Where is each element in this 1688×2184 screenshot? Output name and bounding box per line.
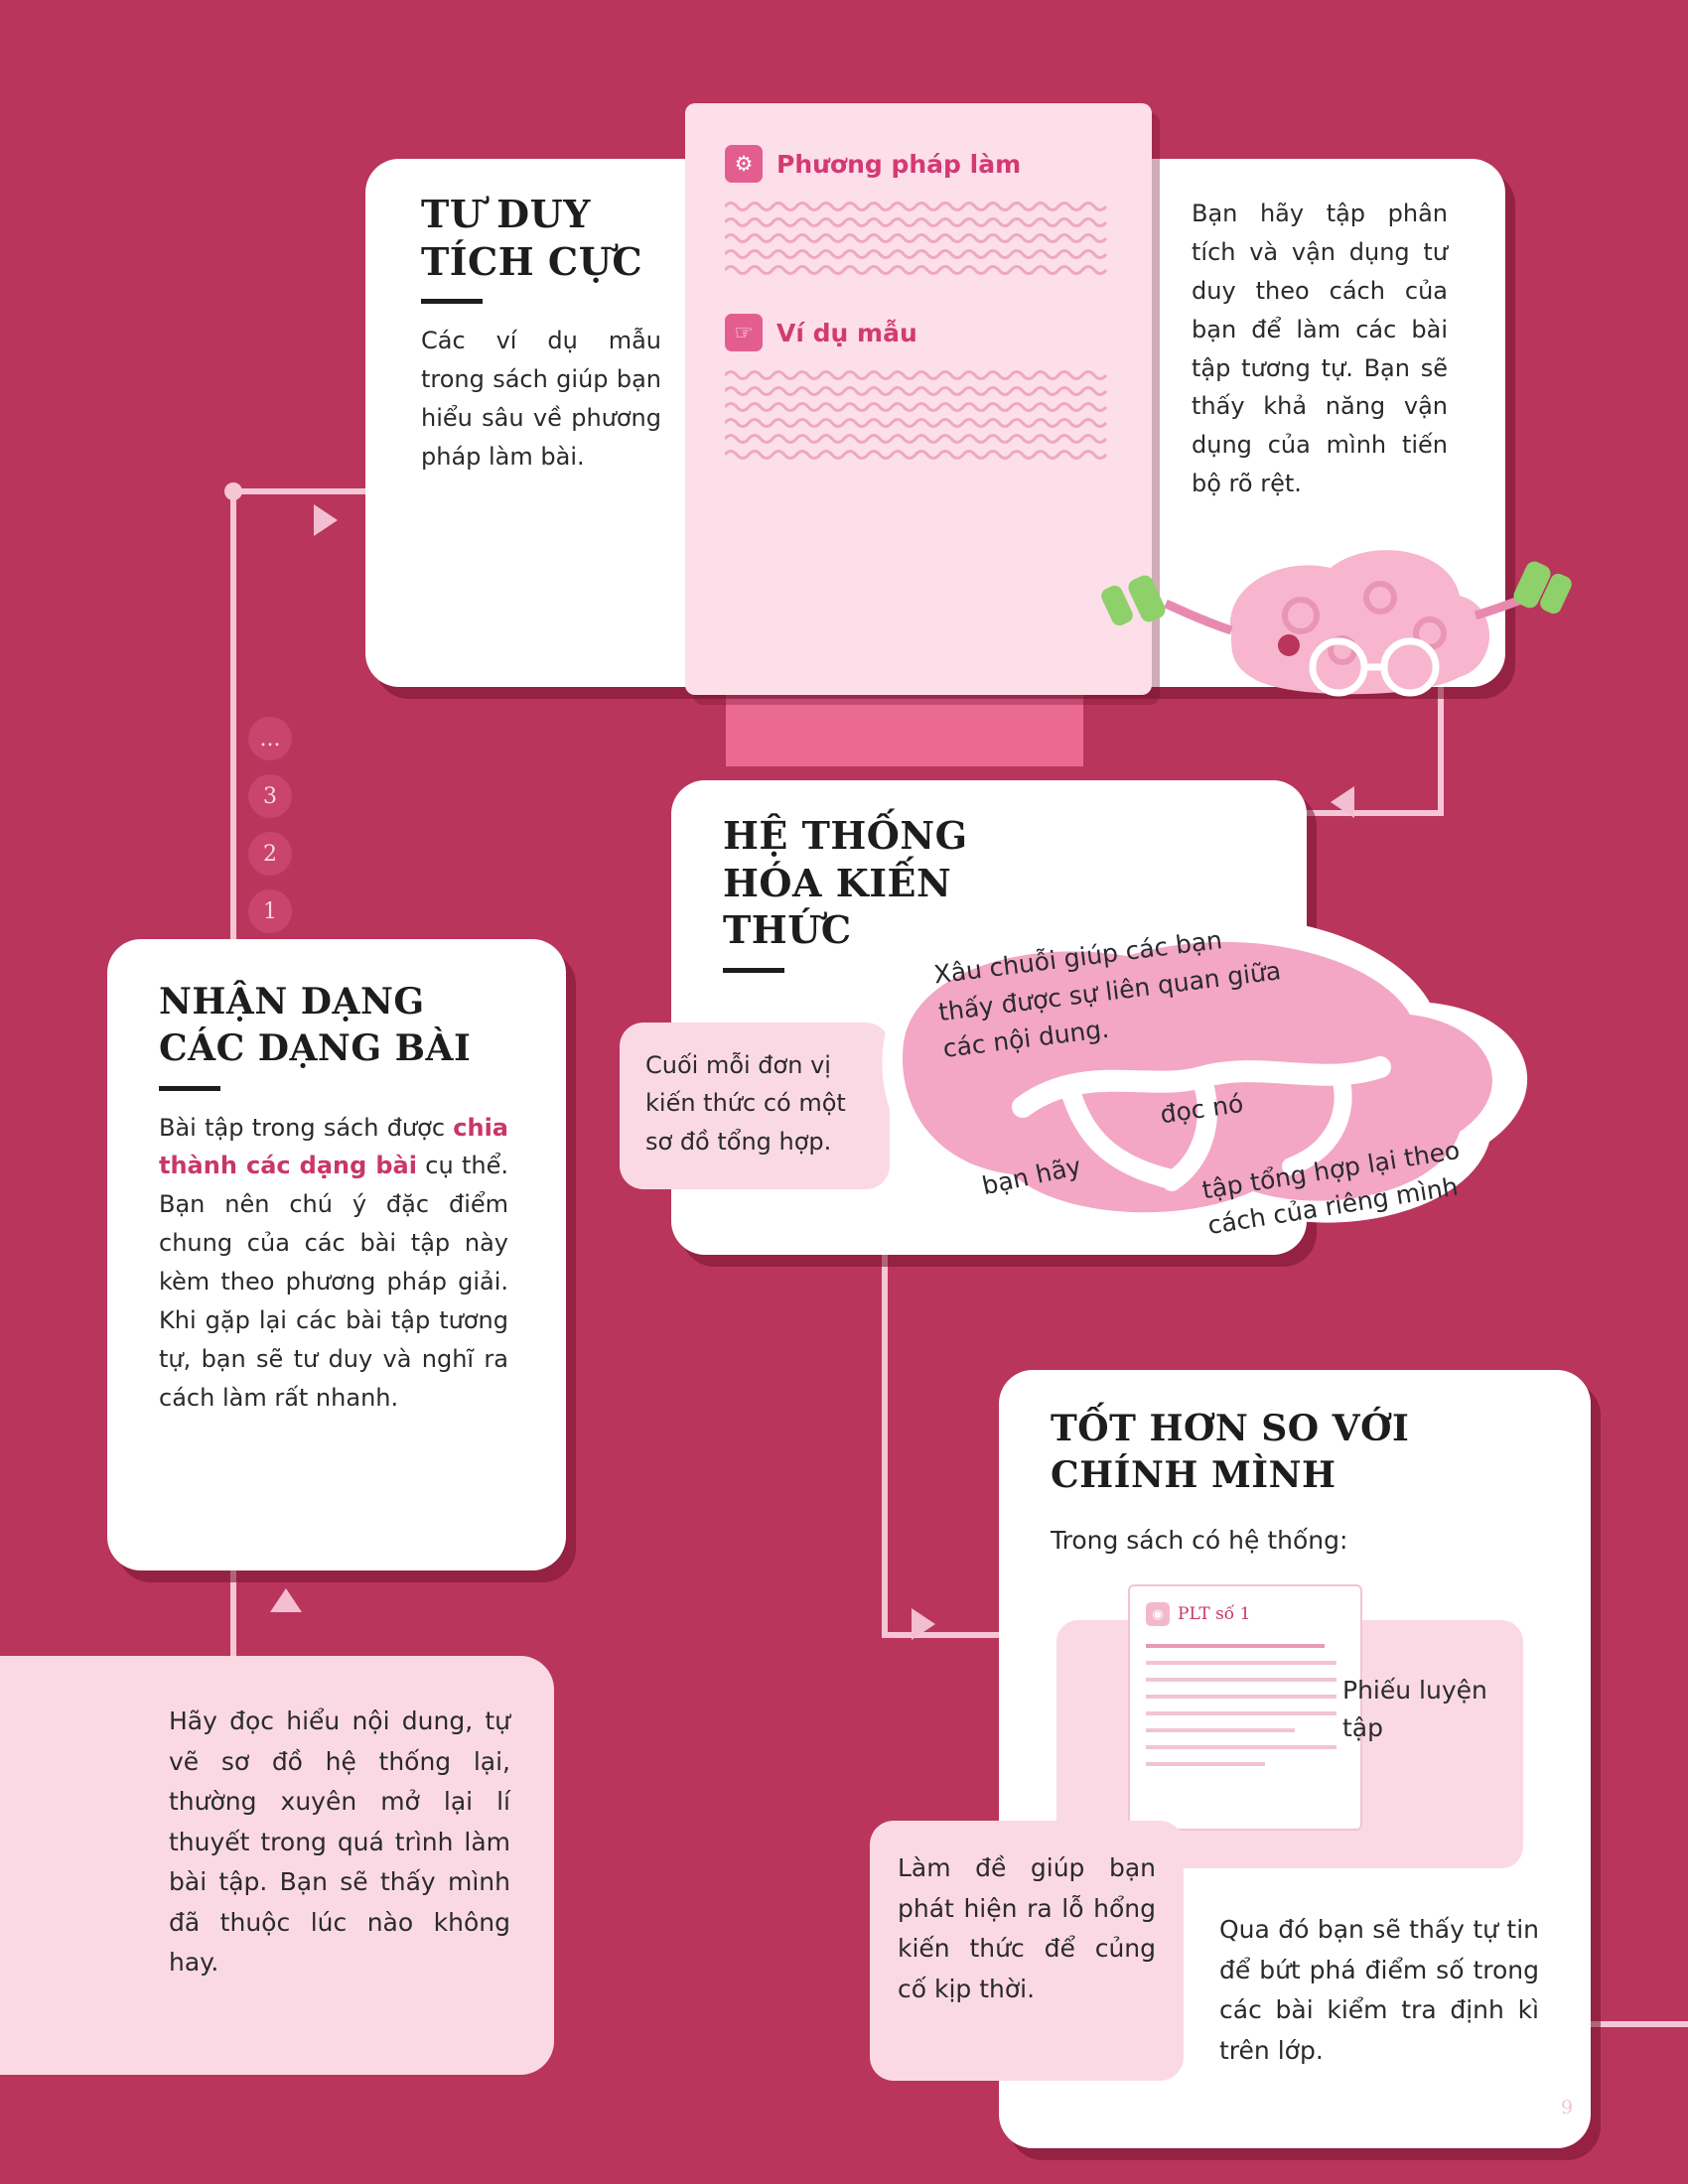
step-dot-label: ... — [259, 726, 281, 751]
nhan-dang-body — [159, 1109, 508, 1418]
squiggle-line — [725, 415, 1112, 431]
note-right-of-monitor: Bạn hãy tập phân tích và vận dụng tư duy theo cách của bạn để làm các bài tập tương tự. Bạn sẽ thấy khả năng vận dụng của mình tiến bộ rõ rệt. — [1192, 200, 1448, 498]
confidence-text: Qua đó bạn sẽ thấy tự tin để bứt phá điểm số trong các bài kiểm tra định kì trên lớp. — [1219, 1915, 1539, 2065]
sheet-line — [1146, 1678, 1336, 1682]
connector-mid-vertical — [882, 1249, 888, 1636]
mindmap-chain-text: Xâu chuỗi giúp các bạn thấy được sự liên quan giữa các nội dung. — [931, 925, 1283, 1063]
nhan-dang-title-block — [159, 979, 512, 1418]
tot-hon-lead: Trong sách có hệ thống: — [1051, 1525, 1348, 1555]
sheet-tag-label: PLT số 1 — [1178, 1604, 1251, 1624]
step-dot-label: 3 — [263, 783, 277, 809]
sheet-line — [1146, 1661, 1336, 1665]
page-title-nhan-dang-line1: NHẬN DẠNG — [159, 981, 425, 1023]
squiggle-line — [725, 246, 1112, 262]
tu-duy-body: Các ví dụ mẫu trong sách giúp bạn hiểu sâu về phương pháp làm bài. — [421, 327, 661, 471]
step-dot-3[interactable] — [248, 774, 292, 818]
nhan-dang-body-part1: Bài tập trong sách được — [159, 1113, 454, 1142]
squiggle-line — [725, 447, 1112, 463]
exercise-sheet-label: Phiếu luyện tập — [1342, 1676, 1487, 1742]
step-dot-1[interactable] — [248, 889, 292, 933]
monitor-stand — [726, 695, 1083, 766]
page-title-tu-duy-line2: TÍCH CỰC — [421, 238, 643, 284]
sheet-line — [1146, 1745, 1336, 1749]
page-title-he-thong-line1: HỆ THỐNG — [723, 813, 968, 858]
step-dot-label: 1 — [263, 898, 277, 924]
bubble-end-of-unit — [620, 1023, 890, 1189]
gear-icon: ⚙ — [725, 145, 763, 183]
title-rule — [723, 968, 784, 973]
squiggle-line — [725, 431, 1112, 447]
notebook-example-heading — [725, 314, 1112, 351]
notebook-example-lines — [725, 367, 1112, 463]
bottom-left-note-text: Hãy đọc hiểu nội dung, tự vẽ sơ đồ hệ thống lại, thường xuyên mở lại lí thuyết trong quá trình làm bài tập. Bạn sẽ thấy mình đã thuộc lúc nào không hay. — [169, 1706, 510, 1977]
step-dot-label: 2 — [263, 841, 277, 867]
squiggle-line — [725, 399, 1112, 415]
bubble-end-of-unit-text: Cuối mỗi đơn vị kiến thức có một sơ đồ tổng hợp. — [645, 1051, 846, 1156]
arrow-right-tot-hon — [912, 1608, 935, 1640]
step-dot-more[interactable] — [248, 717, 292, 760]
page-title-he-thong-line3: THỨC — [723, 907, 852, 952]
squiggle-line — [725, 383, 1112, 399]
mindmap-small-text-1: bạn hãy — [979, 1151, 1084, 1201]
tu-duy-title-block — [421, 191, 689, 477]
bubble-mistakes-text: Làm đề giúp bạn phát hiện ra lỗ hổng kiến thức để củng cố kịp thời. — [898, 1853, 1156, 2003]
page-title-he-thong-line2: HÓA KIẾN — [723, 860, 952, 905]
title-rule — [421, 299, 483, 304]
page-number: 9 — [1561, 2097, 1574, 2118]
brain-illustration — [1082, 516, 1579, 705]
page-title-nhan-dang-line2: CÁC DẠNG BÀI — [159, 1026, 472, 1069]
sheet-line — [1146, 1711, 1336, 1715]
sheet-line — [1146, 1728, 1295, 1732]
squiggle-line — [725, 367, 1112, 383]
squiggle-line — [725, 199, 1112, 214]
page-title-tot-hon-line2: CHÍNH MÌNH — [1051, 1453, 1336, 1496]
squiggle-line — [725, 214, 1112, 230]
notebook-method-lines — [725, 199, 1112, 278]
nhan-dang-body-part2: cụ thể. Bạn nên chú ý đặc điểm chung của các bài tập này kèm theo phương pháp giải. Khi gặp lại các bài tập tương tự, bạn sẽ tư duy và nghĩ ra cách làm rất nhanh. — [159, 1152, 508, 1412]
pointing-hand-icon: ☞ — [725, 314, 763, 351]
sheet-line — [1146, 1762, 1265, 1766]
arrow-right-top — [314, 504, 338, 536]
page-title-tot-hon-line1: TỐT HƠN SO VỚI — [1051, 1408, 1410, 1449]
squiggle-line — [725, 230, 1112, 246]
camera-icon: ◉ — [1146, 1602, 1170, 1626]
sheet-line — [1146, 1695, 1336, 1699]
tot-hon-title-block — [1051, 1406, 1547, 1561]
mindmap-small-text-2: đọc nó — [1158, 1088, 1245, 1130]
connector-left-rail-corner — [224, 482, 242, 500]
nhan-dang-body-highlight: chia thành các dạng bài — [159, 1113, 508, 1180]
squiggle-line — [725, 262, 1112, 278]
notebook-example-label: Ví dụ mẫu — [776, 318, 917, 347]
step-dot-2[interactable] — [248, 832, 292, 876]
page-title-tu-duy-line1: TƯ DUY — [421, 192, 591, 236]
bubble-mistakes — [870, 1821, 1184, 2081]
sheet-line — [1146, 1644, 1325, 1648]
notebook-method-heading — [725, 145, 1112, 183]
title-rule — [159, 1086, 220, 1091]
mindmap-small-text-3: tập tổng hợp lại theo cách của riêng mình — [1199, 1135, 1463, 1241]
sheet-tag — [1146, 1602, 1344, 1626]
panel-bottom-left-note — [0, 1656, 554, 2075]
arrow-left-monitor — [1331, 786, 1354, 818]
notebook-method-label: Phương pháp làm — [776, 149, 1022, 179]
arrow-up-nhan-dang — [270, 1588, 302, 1612]
exercise-sheet — [1128, 1584, 1362, 1831]
connector-left-rail-top — [230, 488, 369, 494]
